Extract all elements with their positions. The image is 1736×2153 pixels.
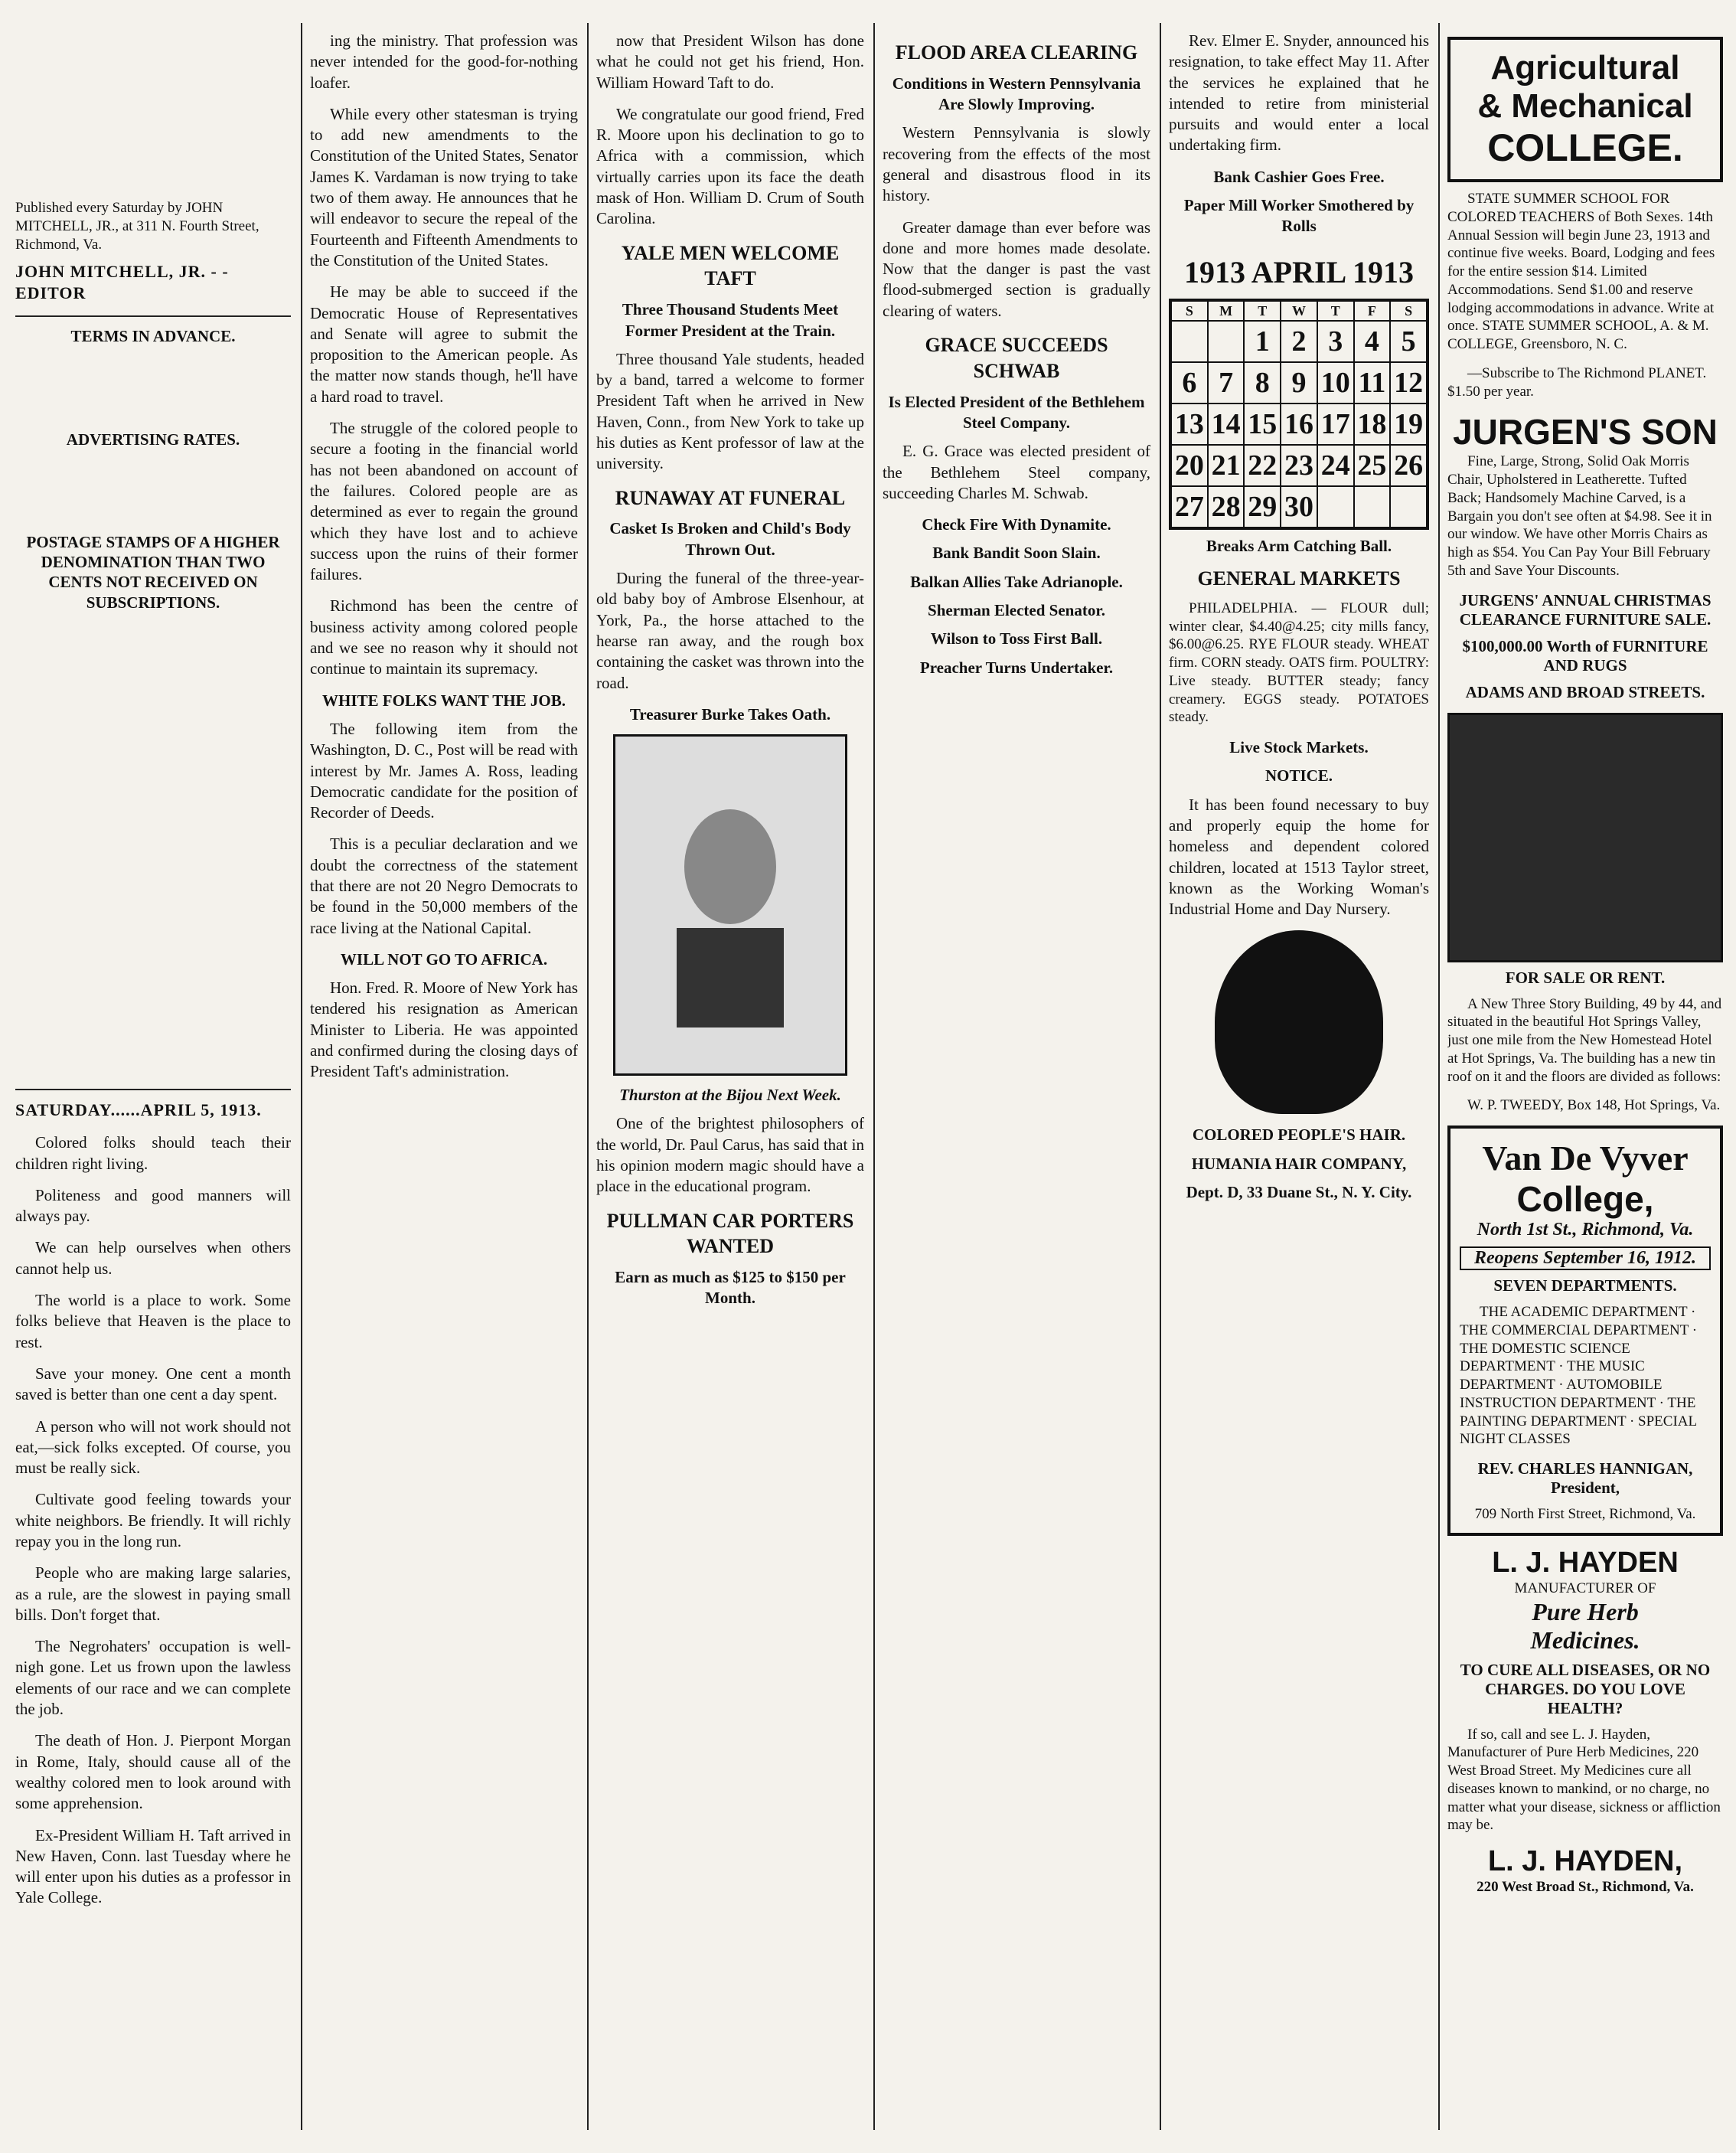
calendar-date-cell: 11	[1354, 362, 1391, 403]
rent-text: A New Three Story Building, 49 by 44, and situated in the beautiful Hot Springs Valley, just one mile from the New Homestead Hotel at Hot Springs, Va. The building has a new tin roof on it and the floors are divided as follows:	[1447, 995, 1722, 1085]
headline-yale: YALE MEN WELCOME TAFT	[621, 241, 840, 290]
editorial-para: Save your money. One cent a month saved is better than one cent a day spent.	[15, 1364, 291, 1404]
hayden-name-2: L. J. HAYDEN,	[1487, 1845, 1683, 1877]
calendar-date-cell: 28	[1208, 486, 1245, 528]
vdv-president-address: 709 North First Street, Richmond, Va.	[1474, 1506, 1696, 1522]
calendar-day-header: T	[1317, 301, 1354, 321]
editorial-para: The Negrohaters' occupation is well-nigh gone. Let us frown upon the lawless elements of our race and we can complete the job.	[15, 1637, 291, 1719]
editorial-para: The world is a place to work. Some folks believe that Heaven is the place to rest.	[15, 1291, 291, 1351]
subhead-yale: Three Thousand Students Meet Former President at the Train.	[622, 300, 839, 340]
column-1	[15, 31, 291, 1919]
calendar-date-cell: 24	[1317, 445, 1354, 486]
editorial-para: The death of Hon. J. Pierpont Morgan in Rome, Italy, should cause all of the wealthy colored men to look around with some apprehension.	[15, 1731, 291, 1813]
headline-bandit: Bank Bandit Soon Slain.	[932, 544, 1101, 563]
headline-africa: WILL NOT GO TO AFRICA.	[340, 949, 548, 969]
rent-signature: W. P. TWEEDY, Box 148, Hot Springs, Va.	[1467, 1097, 1721, 1114]
calendar-date-cell: 12	[1390, 362, 1427, 403]
calendar-date-cell: 23	[1281, 445, 1317, 486]
calendar-date-cell: 3	[1317, 321, 1354, 362]
article-para: While every other statesman is trying to add new amendments to the Constitution of the United States, Senator James K. Vardaman is now trying to take two of them away. He announces that he will endeavor to secure the repeal of the Fourteenth and Fifteenth Amendments to the Constitution of the United States.	[310, 104, 578, 270]
vdv-title-2: College,	[1516, 1179, 1654, 1219]
calendar-day-header: S	[1390, 301, 1427, 321]
headline-preacher: Preacher Turns Undertaker.	[919, 658, 1114, 677]
article-para: He may be able to succeed if the Democratic House of Representatives and Senate will agree to submit the proposition to the American people. As the matter now stands though, he'll have a hard road to travel.	[310, 283, 578, 406]
article-para: Hon. Fred. R. Moore of New York has tendered his resignation as American Minister to Liberia. He was appointed and confirmed during the closing days of President Taft's administration.	[310, 978, 578, 1081]
headline-pullman: PULLMAN CAR PORTERS WANTED	[606, 1209, 854, 1258]
editorial-para: Colored folks should teach their children right living.	[15, 1133, 291, 1173]
portrait-illustration	[613, 734, 847, 1076]
hayden-product-2: Medicines.	[1530, 1625, 1640, 1654]
portrait-caption: Thurston at the Bijou Next Week.	[619, 1086, 841, 1105]
column-5	[1169, 31, 1429, 1210]
stamps-notice: POSTAGE STAMPS OF A HIGHER DENOMINATION THAN TWO CENTS NOT RECEIVED ON SUBSCRIPTIONS.	[26, 532, 280, 612]
calendar-date-cell: 20	[1171, 445, 1208, 486]
article-para: Rev. Elmer E. Snyder, announced his resignation, to take effect May 11. After the services he explained that he intended to retire from ministerial pursuits and would enter a local undertaking firm.	[1169, 31, 1429, 155]
calendar-date-cell	[1390, 486, 1427, 528]
editorial-para: Politeness and good manners will always pay.	[15, 1185, 291, 1226]
vdv-president: REV. CHARLES HANNIGAN, President,	[1477, 1459, 1693, 1497]
hair-ad-heading: COLORED PEOPLE'S HAIR.	[1192, 1126, 1406, 1145]
vdv-list: THE ACADEMIC DEPARTMENT · THE COMMERCIAL DEPARTMENT · THE DOMESTIC SCIENCE DEPARTMENT · THE MUSIC DEPARTMENT · AUTOMOBILE INSTRUCTION DEPARTMENT · THE PAINTING DEPARTMENT · SPECIAL NIGHT CLASSES	[1460, 1304, 1698, 1448]
article-para: The struggle of the colored people to secure a footing in the financial world has not been abandoned on account of the failures. Colored people are as determined as ever to regain the ground which they have lost and to achieve success upon the ruins of their former failures.	[310, 419, 578, 584]
ag-text: STATE SUMMER SCHOOL FOR COLORED TEACHERS of Both Sexes. 14th Annual Session will begin June 23, 1913 and continue five weeks. Board, Lodging and fees for the entire session $14. Limited Accommodations. Send $1.00 and reserve lodging accommodations in advance. Write at once. STATE SUMMER SCHOOL, A. & M. COLLEGE, Greensboro, N. C.	[1447, 191, 1715, 352]
calendar-date-cell: 8	[1244, 362, 1281, 403]
calendar-date-cell: 17	[1317, 403, 1354, 445]
hair-address: Dept. D, 33 Duane St., N. Y. City.	[1186, 1182, 1412, 1201]
masthead-publisher: Published every Saturday by JOHN MITCHELL, JR., at 311 N. Fourth Street, Richmond, Va.	[15, 200, 259, 253]
vdv-address: North 1st St., Richmond, Va.	[1477, 1220, 1694, 1240]
building-photo	[1447, 713, 1723, 962]
calendar-date-cell	[1171, 321, 1208, 362]
editorial-para: Ex-President William H. Taft arrived in New Haven, Conn. last Tuesday where he will enter upon his duties as a professor in Yale College.	[15, 1825, 291, 1907]
terms-heading: TERMS IN ADVANCE.	[70, 327, 236, 346]
calendar-date-cell: 6	[1171, 362, 1208, 403]
jurgens-title: JURGEN'S SON	[1453, 412, 1718, 452]
calendar-date-cell: 2	[1281, 321, 1317, 362]
editorial-para: We can help ourselves when others cannot help us.	[15, 1238, 291, 1278]
article-para: During the funeral of the three-year-old baby boy of Ambrose Elsenhour, at York, Pa., the horse attached to the hearse ran away, and the rough box containing the casket was thrown into the road.	[596, 569, 864, 692]
subscribe-line: —Subscribe to The Richmond PLANET. $1.50 per year.	[1447, 364, 1707, 400]
calendar-date-cell: 26	[1390, 445, 1427, 486]
calendar-grid	[1169, 299, 1429, 530]
hayden-cure: TO CURE ALL DISEASES, OR NO CHARGES. DO YOU LOVE HEALTH?	[1460, 1660, 1711, 1717]
article-para: We congratulate our good friend, Fred R. Moore upon his declination to go to Africa with a commission, which virtually carries upon its face the death mask of Hon. William D. Crum of South Carolina.	[596, 104, 864, 228]
headline-funeral: RUNAWAY AT FUNERAL	[615, 486, 846, 509]
date-line: SATURDAY......APRIL 5, 1913.	[15, 1099, 262, 1119]
hair-illustration	[1215, 930, 1383, 1114]
calendar-date-cell: 18	[1354, 403, 1391, 445]
jurgens-amount: $100,000.00 Worth of FURNITURE AND RUGS	[1462, 636, 1708, 675]
ag-title-2: & Mechanical	[1477, 87, 1693, 125]
subhead-flood: Conditions in Western Pennsylvania Are Slowly Improving.	[892, 74, 1141, 114]
jurgens-address: ADAMS AND BROAD STREETS.	[1465, 682, 1705, 701]
headline-paper-mill: Paper Mill Worker Smothered by Rolls	[1183, 196, 1415, 236]
column-3	[596, 31, 864, 1317]
headline-breaks-arm: Breaks Arm Catching Ball.	[1206, 536, 1392, 555]
headline-white-folks: WHITE FOLKS WANT THE JOB.	[321, 691, 566, 710]
headline-grace: GRACE SUCCEEDS SCHWAB	[925, 334, 1108, 382]
calendar-day-header: T	[1244, 301, 1281, 321]
calendar-date-cell: 19	[1390, 403, 1427, 445]
calendar-date-cell: 21	[1208, 445, 1245, 486]
calendar-date-cell: 13	[1171, 403, 1208, 445]
article-para: The following item from the Washington, D. C., Post will be read with interest by Mr. James A. Ross, leading Democratic candidate for the position of Recorder of Deeds.	[310, 719, 578, 822]
subhead-funeral: Casket Is Broken and Child's Body Thrown Out.	[609, 519, 851, 559]
headline-oath: Treasurer Burke Takes Oath.	[629, 704, 831, 724]
markets-text: PHILADELPHIA. — FLOUR dull; winter clear, $4.40@4.25; city mills fancy, $6.00@6.25. RYE FLOUR steady. WHEAT firm. CORN steady. OATS firm. POULTRY: Live steady. BUTTER steady; fancy creamery. EGGS steady. POTATOES steady.	[1169, 600, 1429, 726]
calendar-date-cell: 4	[1354, 321, 1391, 362]
ag-title-1: Agricultural	[1490, 49, 1680, 87]
article-para: One of the brightest philosophers of the world, Dr. Paul Carus, has said that in his opinion modern magic should have a place in the educational program.	[596, 1114, 864, 1196]
vdv-departments: SEVEN DEPARTMENTS.	[1493, 1276, 1677, 1295]
portrait-icon	[654, 782, 807, 1027]
article-para: ing the ministry. That profession was never intended for the good-for-nothing loafer.	[310, 31, 578, 92]
article-para: Western Pennsylvania is slowly recovering from the effects of the most general and disastrous flood in its history.	[883, 123, 1150, 205]
headline-wilson: Wilson to Toss First Ball.	[930, 629, 1103, 649]
calendar-date-cell: 10	[1317, 362, 1354, 403]
calendar-date-cell: 14	[1208, 403, 1245, 445]
calendar-date-cell: 5	[1390, 321, 1427, 362]
notice-text: It has been found necessary to buy and properly equip the home for homeless and dependent colored children, located at 1513 Taylor street, known as the Working Woman's Industrial Home and Day Nursery.	[1169, 795, 1429, 919]
subhead-grace: Is Elected President of the Bethlehem Steel Company.	[888, 392, 1145, 432]
calendar-day-header: M	[1208, 301, 1245, 321]
ag-college-ad	[1447, 37, 1723, 182]
jurgens-sale: JURGENS' ANNUAL CHRISTMAS CLEARANCE FURNITURE SALE.	[1459, 590, 1712, 629]
article-para: Greater damage than ever before was done and more homes made desolate. Now that the danger is past the vast flood-submerged section is gradually clearing of waters.	[883, 217, 1150, 320]
article-para: Richmond has been the centre of business activity among colored people and we see no reason why it should not continue to maintain its supremacy.	[310, 596, 578, 678]
subhead-pullman: Earn as much as $125 to $150 per Month.	[615, 1268, 846, 1308]
rent-heading: FOR SALE OR RENT.	[1505, 968, 1666, 987]
headline-balkan: Balkan Allies Take Adrianople.	[910, 572, 1123, 591]
headline-flood: FLOOD AREA CLEARING	[895, 41, 1138, 64]
headline-live-stock: Live Stock Markets.	[1229, 738, 1369, 757]
vdv-title-1: Van De Vyver	[1482, 1139, 1689, 1178]
calendar-date-cell: 16	[1281, 403, 1317, 445]
calendar-day-header: W	[1281, 301, 1317, 321]
editorial-para: People who are making large salaries, as a rule, are the slowest in paying small bills. Don't forget that.	[15, 1563, 291, 1624]
article-para: Three thousand Yale students, headed by a band, tarred a welcome to former President Taft when he arrived in New Haven, Conn., from New York to take up his duties as Kent professor of law at the university.	[596, 349, 864, 473]
calendar-date-cell: 15	[1244, 403, 1281, 445]
calendar-date-cell: 1	[1244, 321, 1281, 362]
calendar-date-cell: 29	[1244, 486, 1281, 528]
column-2	[310, 31, 578, 1093]
vdv-reopens: Reopens September 16, 1912.	[1460, 1246, 1711, 1270]
hayden-product-1: Pure Herb	[1532, 1597, 1639, 1625]
article-para: now that President Wilson has done what he could not get his friend, Hon. William Howard Taft to do.	[596, 31, 864, 92]
column-6-ads	[1447, 31, 1723, 1897]
editorial-para: A person who will not work should not eat,—sick folks excepted. Of course, you must be really sick.	[15, 1416, 291, 1478]
jurgens-text: Fine, Large, Strong, Solid Oak Morris Chair, Upholstered in Leatherette. Tufted Back; Handsomely Machine Carved, is a Bargain you don't see often at $4.98. See it in our window. We have other Morris Chairs as high as $54. You Can Pay Your Bill February 5th and Save Your Discounts.	[1447, 453, 1712, 579]
calendar-day-header: F	[1354, 301, 1391, 321]
hair-company: HUMANIA HAIR COMPANY,	[1191, 1154, 1407, 1173]
article-para: E. G. Grace was elected president of the Bethlehem Steel company, succeeding Charles M. Schwab.	[883, 442, 1150, 502]
hayden-address: 220 West Broad St., Richmond, Va.	[1477, 1879, 1694, 1895]
calendar-date-cell	[1208, 321, 1245, 362]
hayden-name: L. J. HAYDEN	[1492, 1546, 1679, 1579]
headline-notice: NOTICE.	[1264, 766, 1333, 786]
calendar-date-cell	[1317, 486, 1354, 528]
editorial-para: Cultivate good feeling towards your white neighbors. Be friendly. It will richly repay you in the long run.	[15, 1490, 291, 1550]
article-para: This is a peculiar declaration and we doubt the correctness of the statement that there are not 20 Negro Democrats to be found in the 50,000 members of the race living at the National Capital.	[310, 835, 578, 937]
calendar-title: 1913 APRIL 1913	[1183, 254, 1415, 289]
calendar-date-cell: 9	[1281, 362, 1317, 403]
calendar-date-cell: 7	[1208, 362, 1245, 403]
calendar-day-header: S	[1171, 301, 1208, 321]
headline-markets: GENERAL MARKETS	[1197, 567, 1401, 590]
advertising-heading: ADVERTISING RATES.	[66, 430, 240, 449]
hayden-text: If so, call and see L. J. Hayden, Manufacturer of Pure Herb Medicines, 220 West Broad Street. My Medicines cure all diseases known to mankind, or no charge, no matter what your disease, sickness or affliction may be.	[1447, 1726, 1721, 1834]
headline-sherman: Sherman Elected Senator.	[928, 601, 1105, 620]
calendar-date-cell: 30	[1281, 486, 1317, 528]
headline-cashier: Bank Cashier Goes Free.	[1213, 167, 1385, 186]
calendar-date-cell	[1354, 486, 1391, 528]
calendar-date-cell: 25	[1354, 445, 1391, 486]
calendar-date-cell: 22	[1244, 445, 1281, 486]
column-4	[883, 31, 1150, 686]
masthead-editor: JOHN MITCHELL, JR. - - EDITOR	[15, 262, 229, 302]
headline-check-fire: Check Fire With Dynamite.	[922, 515, 1111, 534]
editorial-paragraphs	[15, 1132, 291, 1909]
calendar-date-cell: 27	[1171, 486, 1208, 528]
hayden-manufacturer: MANUFACTURER OF	[1514, 1580, 1656, 1596]
van-de-vyver-ad	[1447, 1126, 1723, 1536]
ag-title-3: COLLEGE.	[1487, 126, 1683, 169]
